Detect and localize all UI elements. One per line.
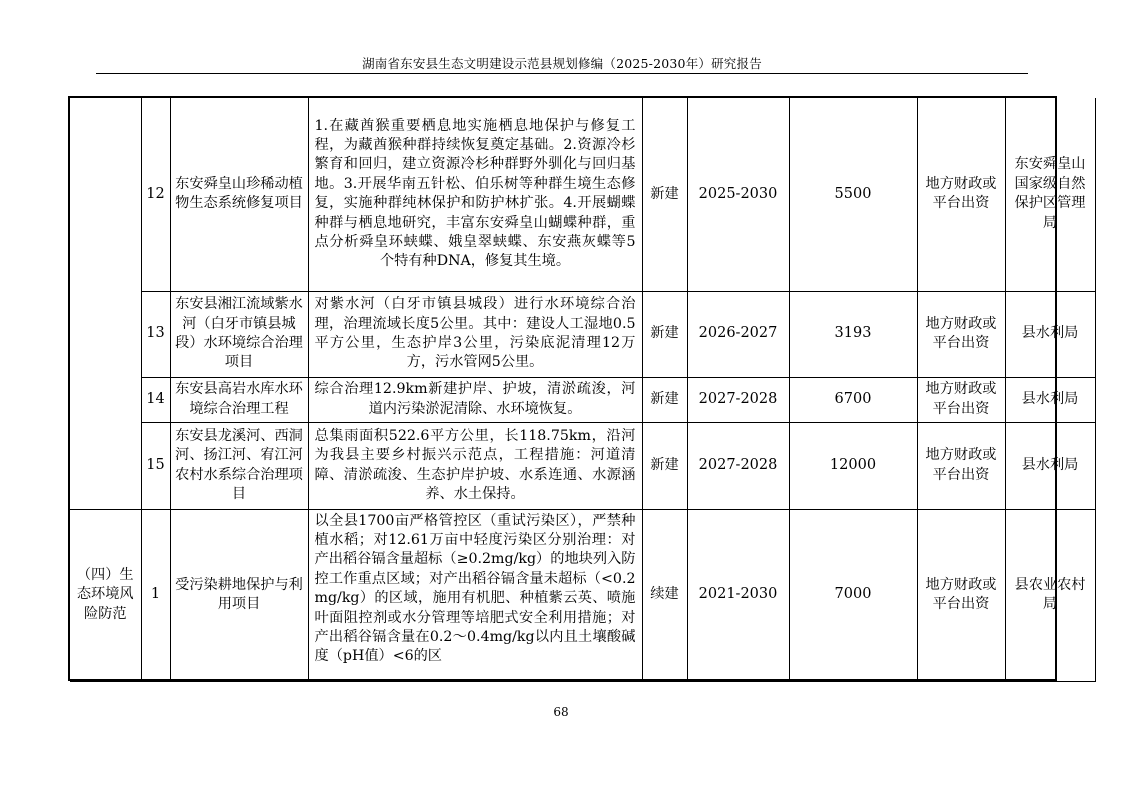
- project-content: 以全县1700亩严格管控区（重试污染区），严禁种植水稻；对12.61万亩中轻度污染区分别治理：对产出稻谷镉含量超标（≥0.2mg/kg）的地块列入防控工作重点区域；对产出稻谷镉含量未超标（<0.2mg/kg）的区域，施用有机肥、种植紫云英、喷施叶面阻控剂或水分管理等培肥式安全利用措施；对产出稻谷镉含量在0.2～0.4mg/kg以内且土壤酸碱度（pH值）<6的区: [308, 509, 642, 681]
- table-row: [70, 422, 1095, 509]
- investment: 6700: [789, 377, 917, 422]
- row-number: 12: [141, 98, 170, 291]
- project-name: 东安县高岩水库水环境综合治理工程: [170, 377, 308, 422]
- investment: 3193: [789, 291, 917, 377]
- funding-source: 地方财政或平台出资: [917, 422, 1005, 509]
- project-name: 东安县湘江流域紫水河（白牙市镇县城段）水环境综合治理项目: [170, 291, 308, 377]
- construction-period: 2027-2028: [687, 422, 789, 509]
- construction-period: 2025-2030: [687, 98, 789, 291]
- project-table-frame: [68, 96, 1086, 681]
- funding-source: 地方财政或平台出资: [917, 291, 1005, 377]
- funding-source: 地方财政或平台出资: [917, 98, 1005, 291]
- row-number: 1: [141, 509, 170, 681]
- construction-type: 新建: [642, 377, 687, 422]
- project-content: 对紫水河（白牙市镇县城段）进行水环境综合治理，治理流域长度5公里。其中：建设人工湿地0.5平方公里，生态护岸3公里，污染底泥清理12万方，污水管网5公里。: [308, 291, 642, 377]
- project-content: 综合治理12.9km新建护岸、护坡，清淤疏浚，河道内污染淤泥清除、水环境恢复。: [308, 377, 642, 422]
- row-number: 15: [141, 422, 170, 509]
- table-row: [70, 98, 1095, 291]
- project-name: 东安舜皇山珍稀动植物生态系统修复项目: [170, 98, 308, 291]
- page-number: 68: [553, 705, 569, 719]
- construction-type: 新建: [642, 291, 687, 377]
- funding-source: 地方财政或平台出资: [917, 377, 1005, 422]
- investment: 5500: [789, 98, 917, 291]
- row-number: 14: [141, 377, 170, 422]
- construction-type: 新建: [642, 422, 687, 509]
- funding-source: 地方财政或平台出资: [917, 509, 1005, 681]
- construction-type: 续建: [642, 509, 687, 681]
- responsible-unit: 县农业农村局: [1005, 509, 1095, 681]
- construction-period: 2021-2030: [687, 509, 789, 681]
- table-row: [70, 291, 1095, 377]
- responsible-unit: 县水利局: [1005, 422, 1095, 509]
- project-table: [70, 98, 1096, 682]
- page-header: 湖南省东安县生态文明建设示范县规划修编（2025-2030年）研究报告: [362, 56, 762, 71]
- responsible-unit: 县水利局: [1005, 291, 1095, 377]
- table-row: [70, 509, 1095, 681]
- row-number: 13: [141, 291, 170, 377]
- responsible-unit: 东安舜皇山国家级自然保护区管理局: [1005, 98, 1095, 291]
- project-content: 总集雨面积522.6平方公里，长118.75km，沿河为我县主要乡村振兴示范点，工程措施：河道清障、清淤疏浚、生态护岸护坡、水系连通、水源涵养、水土保持。: [308, 422, 642, 509]
- responsible-unit: 县水利局: [1005, 377, 1095, 422]
- investment: 7000: [789, 509, 917, 681]
- construction-period: 2027-2028: [687, 377, 789, 422]
- category-cell: [70, 98, 141, 509]
- table-row: [70, 377, 1095, 422]
- category-cell: （四）生态环境风险防范: [70, 509, 141, 681]
- construction-period: 2026-2027: [687, 291, 789, 377]
- project-content: 1.在藏酋猴重要栖息地实施栖息地保护与修复工程，为藏酋猴种群持续恢复奠定基础。2.资源冷杉繁育和回归，建立资源冷杉种群野外驯化与回归基地。3.开展华南五针松、伯乐树等种群生境生态修复，实施种群纯林保护和防护林扩张。4.开展蝴蝶种群与栖息地研究，丰富东安舜皇山蝴蝶种群，重点分析舜皇环蛱蝶、娥皇翠蛱蝶、东安燕灰蝶等5个特有种DNA，修复其生境。: [308, 98, 642, 291]
- investment: 12000: [789, 422, 917, 509]
- project-name: 受污染耕地保护与利用项目: [170, 509, 308, 681]
- construction-type: 新建: [642, 98, 687, 291]
- header-rule: [96, 73, 1028, 74]
- project-name: 东安县龙溪河、西洞河、扬江河、宥江河农村水系综合治理项目: [170, 422, 308, 509]
